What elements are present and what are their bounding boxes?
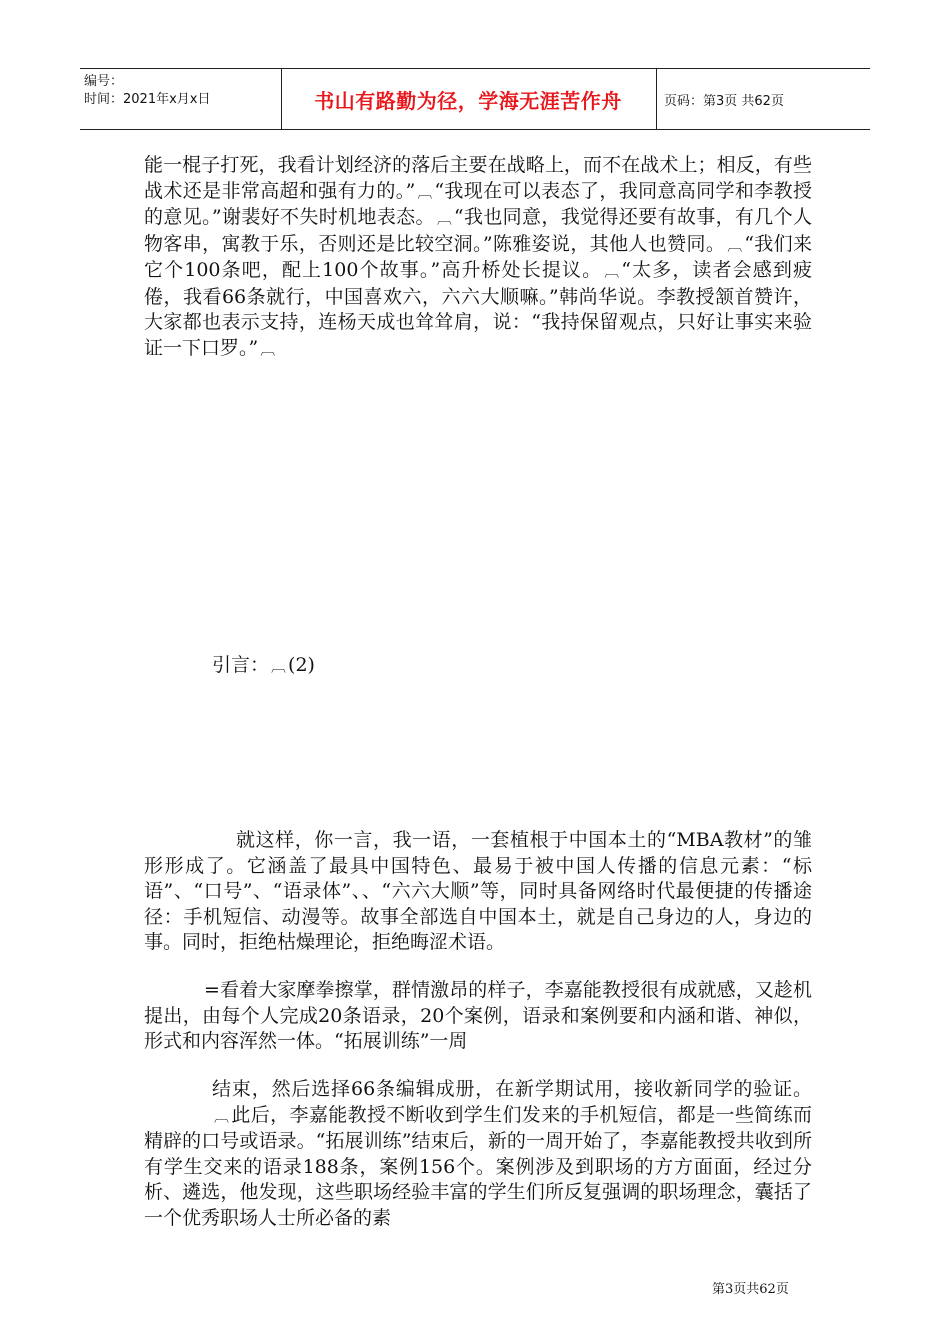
paragraph-text: “太多，读者会感到疲倦，我看66条就行，中国喜欢六，六六大顺嘛。”韩尚华说。李教授颔首赞许，大家都也表示支持，连杨天成也耸耸肩，说：“我持保留观点，只好让事实来验证一下口罗。”: [144, 259, 813, 359]
return-mark-icon: ︹: [727, 235, 743, 254]
body-paragraph-3: [144, 978, 812, 1055]
return-mark-icon: ︹: [417, 182, 433, 201]
header-divider-right: [656, 69, 657, 129]
header-number-label: 编号：: [84, 74, 124, 89]
return-mark-icon: ︹: [436, 209, 452, 227]
paragraph-text: “我现在可以表态了，我同意高同学和李教授的意见。”谢裴好不失时机地表态。: [144, 179, 812, 228]
paragraph-text: 此后，李嘉能教授不断收到学生们发来的手机短信，都是一些简练而精辟的口号或语录。“拓展训练”结束后，新的一周开始了，李嘉能教授共收到所有学生交来的语录188条，案例156个。案例涉及到职场的方方面面，经过分析、遴选，他发现，这些职场经验丰富的学生们所反复强调的职场理念，囊括了一个优秀职场人士所必备的素: [144, 1103, 812, 1229]
return-mark-icon: ︹: [271, 657, 287, 675]
intro-line: [212, 653, 512, 680]
paragraph-text: “我们来它个100条吧，配上100个故事。”高升桥处长提议。: [144, 232, 812, 281]
page-footer: 第3页共62页: [712, 1282, 789, 1297]
return-mark-icon: ︹: [214, 1106, 230, 1125]
paragraph-text: 结束，然后选择66条编辑成册，在新学期试用，接收新同学的验证。: [212, 1078, 812, 1100]
paragraph-text: =看着大家摩拳擦掌，群情激昂的样子，李嘉能教授很有成就感，又趁机提出，由每个人完成20条语录，20个案例，语录和案例要和内涵和谐、神似，形式和内容浑然一体。“拓展训练”一周: [144, 979, 812, 1052]
page-header: [80, 68, 870, 130]
intro-label: 引言：: [212, 654, 270, 676]
body-paragraph-4: [144, 1077, 812, 1231]
body-paragraph-2: [144, 828, 812, 956]
header-page-info: 页码：第3页 共62页: [664, 93, 784, 109]
paragraph-text: 就这样，你一言，我一语，一套植根于中国本土的“MBA教材”的雏形形成了。它涵盖了最具中国特色、最易于被中国人传播的信息元素：“标语”、“口号”、“语录体”、、“六六大顺”等，同时具备网络时代最便捷的传播途径：手机短信、动漫等。故事全部选自中国本土，就是自己身边的人，身边的事。同时，拒绝枯燥理论，拒绝晦涩术语。: [144, 829, 812, 953]
header-meta: [84, 73, 280, 109]
intro-number: (2): [288, 654, 315, 676]
body-paragraph-1: [144, 153, 812, 362]
return-mark-icon: ︹: [604, 262, 620, 280]
return-mark-icon: ︹: [260, 339, 276, 358]
header-motto: 书山有路勤为径，学海无涯苦作舟: [314, 88, 622, 113]
paragraph-text: “我也同意，我觉得还要有故事，有几个人物客串，寓教于乐，否则还是比较空洞。”陈雅姿说，其他人也赞同。: [144, 206, 812, 255]
header-divider-left: [281, 69, 282, 129]
header-time-label: 时间：2021年x月x日: [84, 92, 211, 107]
paragraph-text: 能一棍子打死，我看计划经济的落后主要在战略上，而不在战术上；相反，有些战术还是非常高超和强有力的。”: [144, 154, 812, 202]
